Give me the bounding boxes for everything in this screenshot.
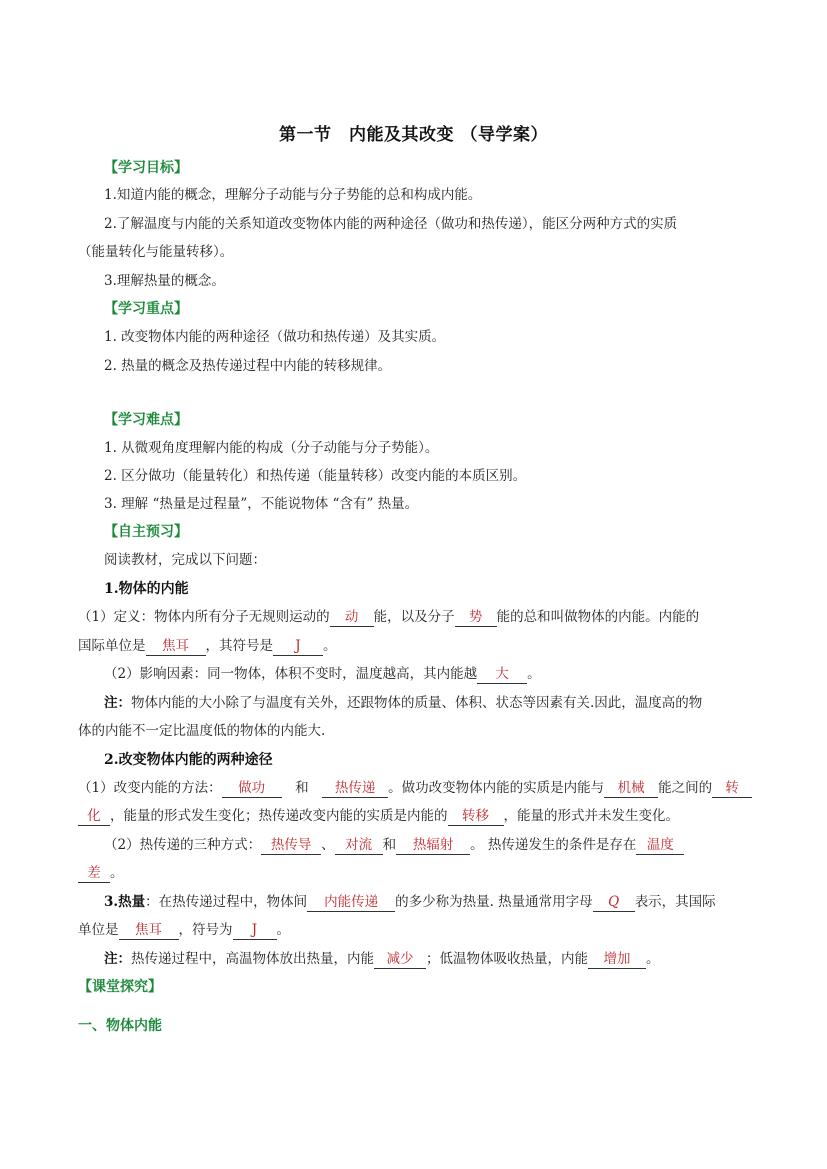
blank-radiation: 热辐射 — [396, 836, 470, 855]
factor-text-a: （2）影响因素：同一物体，体积不变时，温度越高，其内能越 — [104, 666, 478, 682]
blank-transfer: 转移 — [448, 807, 504, 826]
ways-line — [104, 835, 684, 855]
blank-heat-transfer: 热传递 — [322, 779, 388, 798]
goal-item-2-cont: （能量转化与能量转移）。 — [78, 244, 234, 260]
note-3-label: 注： — [104, 951, 131, 967]
section-1-title: 1.物体的内能 — [104, 581, 189, 597]
page-title: 第一节 内能及其改变 （导学案） — [279, 125, 548, 145]
definition-line — [78, 607, 699, 627]
blank-unit: 焦耳 — [146, 637, 206, 656]
blank-letter-q: Q — [593, 893, 635, 912]
method-text-d: 。做功改变物体内能的实质是内能与 — [388, 780, 605, 796]
difficulty-item-3: 3. 理解 “热量是过程量”，不能说物体 “含有” 热量。 — [104, 496, 419, 512]
preview-header: 【自主预习】 — [104, 524, 188, 540]
ways-text-d: 和 — [382, 837, 397, 853]
definition-text-c: 能，以及分子 — [373, 609, 455, 625]
blank-mechanical: 机械 — [604, 779, 658, 798]
note-3-text-d: 。 — [646, 951, 660, 967]
factor-line — [104, 664, 541, 684]
blank-larger: 大 — [477, 665, 527, 684]
heat-text-f: ，符号为 — [178, 922, 233, 938]
section-2-title: 2.改变物体内能的两种途径 — [104, 752, 273, 768]
goal-item-2: 2.了解温度与内能的关系知道改变物体内能的两种途径（做功和热传递），能区分两种方式的实质 — [104, 216, 678, 232]
goal-item-3: 3.理解热量的概念。 — [104, 273, 225, 289]
classroom-header: 【课堂探究】 — [78, 979, 162, 995]
preview-intro: 阅读教材，完成以下问题： — [104, 552, 266, 568]
method-text-e: 能之间的 — [658, 780, 713, 796]
blank-kinetic: 动 — [330, 608, 374, 627]
note-1-cont: 体的内能不一定比温度低的物体的内能大. — [78, 723, 326, 739]
ways-text-e: 。 热传递发生的条件是存在 — [470, 837, 637, 853]
method-text-c: 和 — [295, 780, 309, 796]
note-1-label: 注： — [104, 695, 131, 711]
heat-text-c: 的多少称为热量. 热量通常用字母 — [395, 894, 593, 910]
heat-text-g: 。 — [276, 922, 290, 938]
ways-text-f: 。 — [110, 865, 124, 881]
difficulties-header: 【学习难点】 — [104, 412, 188, 428]
blank-work: 做功 — [222, 779, 282, 798]
note-1-line — [104, 693, 702, 713]
blank-symbol: J — [273, 637, 323, 656]
blank-decrease: 减少 — [374, 950, 426, 969]
method-text-f: ，能量的形式发生变化；热传递改变内能的实质是内能的 — [110, 808, 448, 824]
heat-line-2 — [78, 920, 290, 940]
ways-line-2 — [78, 863, 124, 883]
keypoints-header: 【学习重点】 — [104, 301, 188, 317]
blank-temp-diff-a: 温度 — [636, 836, 684, 855]
unit-text-c: ，其符号是 — [205, 638, 273, 654]
goals-header: 【学习目标】 — [104, 160, 188, 176]
keypoint-item-2: 2. 热量的概念及热传递过程中内能的转移规律。 — [104, 358, 392, 374]
factor-text-c: 。 — [527, 666, 541, 682]
section-3-label: 3.热量 — [104, 894, 146, 910]
unit-text-d: 。 — [323, 638, 337, 654]
heat-text-e: 单位是 — [78, 922, 119, 938]
note-3-line — [104, 949, 660, 969]
blank-potential: 势 — [455, 608, 497, 627]
note-1-text-a: 物体内能的大小除了与温度有关外，还跟物体的质量、体积、状态等因素有关.因此，温度高的物 — [131, 695, 703, 711]
ways-text-c: 、 — [321, 837, 335, 853]
blank-temp-diff-b: 差 — [78, 864, 110, 883]
note-3-text-c: ；低温物体吸收热量，内能 — [426, 951, 588, 967]
unit-text-a: 国际单位是 — [78, 638, 146, 654]
ways-text-a: （2）热传递的三种方式： — [104, 837, 262, 853]
method-line — [78, 778, 752, 798]
blank-convert-a: 转 — [712, 779, 752, 798]
definition-text-a: （1）定义：物体内所有分子无规则运动的 — [78, 609, 330, 625]
heat-text-d: 表示，其国际 — [634, 894, 716, 910]
difficulty-item-1: 1. 从微观角度理解内能的构成（分子动能与分子势能）。 — [104, 440, 439, 456]
method-text-a: （1）改变内能的方法： — [78, 780, 222, 796]
keypoint-item-1: 1. 改变物体内能的两种途径（做功和热传递）及其实质。 — [104, 329, 446, 345]
blank-conduction: 热传导 — [261, 836, 321, 855]
blank-convection: 对流 — [335, 836, 383, 855]
blank-internal-energy: 内能传递 — [307, 893, 395, 912]
method-text-g: ，能量的形式并未发生变化。 — [503, 808, 679, 824]
blank-joule: 焦耳 — [119, 921, 179, 940]
blank-increase: 增加 — [588, 950, 646, 969]
heat-line — [104, 892, 716, 912]
heat-text-a: ：在热传递过程中，物体间 — [145, 894, 308, 910]
classroom-subtitle: 一、物体内能 — [78, 1018, 162, 1034]
definition-text-d: 能的总和叫做物体的内能。内能的 — [496, 609, 700, 625]
method-line-2 — [78, 806, 679, 826]
goal-item-1: 1.知道内能的概念，理解分子动能与分子势能的总和构成内能。 — [104, 187, 482, 203]
blank-j: J — [233, 921, 277, 940]
unit-line — [78, 636, 337, 656]
blank-convert-b: 化 — [78, 807, 110, 826]
difficulty-item-2: 2. 区分做功（能量转化）和热传递（能量转移）改变内能的本质区别。 — [104, 468, 527, 484]
note-3-text-a: 热传递过程中，高温物体放出热量，内能 — [131, 951, 374, 967]
